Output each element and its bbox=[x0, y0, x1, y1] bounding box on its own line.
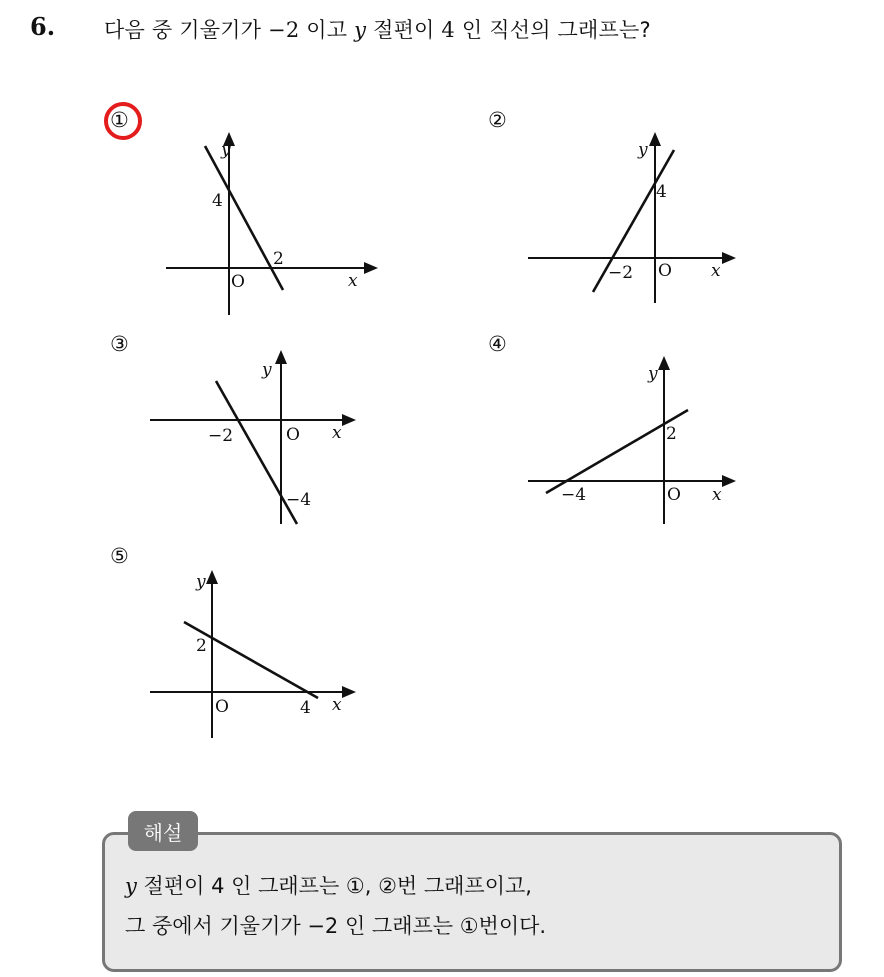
y-axis-label: y bbox=[648, 364, 658, 384]
x-axis-label: x bbox=[711, 261, 721, 281]
tick-label-a: −2 bbox=[208, 426, 234, 446]
x-axis-arrow-icon bbox=[722, 252, 736, 264]
tick-label-a: 2 bbox=[196, 636, 207, 656]
choice-5-graph bbox=[110, 546, 410, 766]
solution-box bbox=[102, 832, 842, 972]
choice-2[interactable] bbox=[488, 110, 788, 330]
x-axis-label: x bbox=[712, 485, 722, 505]
solution-tab: 해설 bbox=[128, 811, 198, 851]
y-axis-label: y bbox=[262, 360, 272, 380]
tick-label-a: 2 bbox=[666, 424, 677, 444]
tick-label-a: 4 bbox=[656, 182, 667, 202]
question-slope: −2 bbox=[268, 18, 300, 42]
choice-5[interactable] bbox=[110, 546, 410, 766]
x-axis-arrow-icon bbox=[342, 686, 356, 698]
question-text bbox=[104, 14, 651, 44]
choice-4-label: ④ bbox=[488, 332, 507, 356]
tick-label-b: −2 bbox=[608, 263, 634, 283]
question-text-part1: 다음 중 기울기가 bbox=[104, 18, 269, 42]
y-axis-label: y bbox=[196, 572, 206, 592]
solution-line-2: 그 중에서 기울기가 −2 인 그래프는 ①번이다. bbox=[125, 914, 547, 938]
origin-label: O bbox=[658, 261, 672, 281]
solution-var-y: y bbox=[125, 874, 137, 898]
y-axis-arrow-icon bbox=[649, 132, 661, 146]
x-axis-arrow-icon bbox=[364, 262, 378, 274]
graph-line bbox=[184, 622, 318, 698]
x-axis-arrow-icon bbox=[342, 414, 356, 426]
question-number: 6. bbox=[30, 12, 56, 41]
y-axis-arrow-icon bbox=[206, 570, 218, 584]
question-text-part2: 이고 bbox=[299, 18, 355, 42]
choice-3-graph bbox=[110, 334, 410, 554]
question-text-part3: 절편이 bbox=[366, 18, 442, 42]
y-axis-label: y bbox=[638, 140, 648, 160]
tick-label-b: −4 bbox=[561, 485, 587, 505]
solution-line-1-text: 절편이 4 인 그래프는 ①, ②번 그래프이고, bbox=[136, 874, 532, 898]
x-axis-arrow-icon bbox=[722, 475, 736, 487]
tick-label-b: 2 bbox=[273, 249, 284, 269]
choice-2-label: ② bbox=[488, 108, 507, 132]
question-intercept: 4 bbox=[441, 18, 455, 42]
choice-1-label: ① bbox=[110, 108, 129, 132]
choice-3-label: ③ bbox=[110, 332, 129, 356]
choice-1-graph bbox=[110, 110, 410, 330]
graph-line bbox=[216, 381, 297, 524]
choice-2-graph bbox=[488, 110, 788, 330]
choice-3[interactable] bbox=[110, 334, 410, 554]
x-axis-label: x bbox=[348, 271, 358, 291]
y-axis-label: y bbox=[221, 140, 231, 160]
choice-1[interactable] bbox=[110, 110, 410, 330]
origin-label: O bbox=[667, 485, 681, 505]
choice-4[interactable] bbox=[488, 334, 788, 554]
choice-4-graph bbox=[488, 334, 788, 554]
x-axis-label: x bbox=[332, 423, 342, 443]
solution-line-1 bbox=[125, 870, 532, 900]
y-axis-arrow-icon bbox=[658, 356, 670, 370]
choice-5-label: ⑤ bbox=[110, 544, 129, 568]
question-var-y: y bbox=[354, 18, 367, 42]
question-text-part4: 인 직선의 그래프는? bbox=[454, 18, 651, 42]
tick-label-a: 4 bbox=[212, 191, 223, 211]
tick-label-b: 4 bbox=[300, 698, 311, 718]
y-axis-arrow-icon bbox=[275, 350, 287, 364]
x-axis-label: x bbox=[332, 695, 342, 715]
origin-label: O bbox=[286, 425, 300, 445]
origin-label: O bbox=[231, 272, 245, 292]
origin-label: O bbox=[215, 697, 229, 717]
tick-label-b: −4 bbox=[286, 490, 312, 510]
